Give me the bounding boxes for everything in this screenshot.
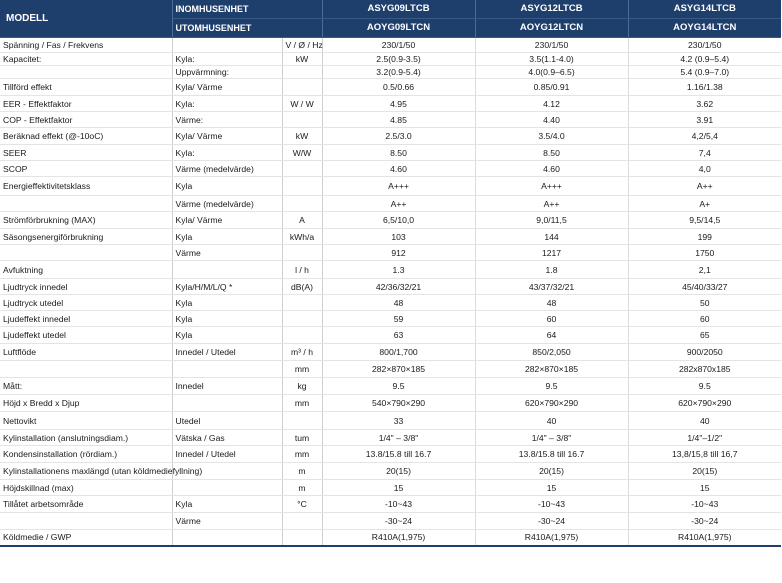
cell-value-model-2: 48 (475, 295, 628, 311)
cell-value-model-1: 230/1/50 (322, 38, 475, 53)
row-label: EER - Effektfaktor (0, 96, 172, 112)
row-unit: m (282, 463, 322, 480)
cell-value-model-1: 15 (322, 480, 475, 496)
row-sublabel (172, 530, 282, 546)
spec-row (0, 79, 781, 96)
row-sublabel: Uppvärmning: (172, 66, 282, 79)
cell-value-model-3: A+ (628, 196, 781, 212)
cell-value-model-3: 4,2/5,4 (628, 128, 781, 145)
cell-value-model-3: 15 (628, 480, 781, 496)
cell-value-model-3: -10~43 (628, 496, 781, 513)
row-label: Kylinstallation (anslutningsdiam.) (0, 430, 172, 446)
cell-value-model-1: 800/1,700 (322, 344, 475, 361)
cell-value-model-1: 6,5/10,0 (322, 212, 475, 229)
row-label: SCOP (0, 161, 172, 177)
row-sublabel: Kyla (172, 229, 282, 245)
cell-value-model-3: -30~24 (628, 513, 781, 530)
spec-row (0, 344, 781, 361)
row-label: Köldmedie / GWP (0, 530, 172, 546)
spec-row (0, 145, 781, 161)
row-sublabel: Kyla/ Värme (172, 212, 282, 229)
cell-value-model-3: 5.4 (0.9–7.0) (628, 66, 781, 79)
row-label: SEER (0, 145, 172, 161)
row-unit (282, 66, 322, 79)
row-label: Höjdskillnad (max) (0, 480, 172, 496)
cell-value-model-3: 13,8/15,8 till 16,7 (628, 446, 781, 463)
row-unit (282, 196, 322, 212)
spec-row (0, 196, 781, 212)
cell-value-model-3: 2,1 (628, 261, 781, 279)
row-unit: kW (282, 128, 322, 145)
cell-value-model-1: -10~43 (322, 496, 475, 513)
indoor-model-2: ASYG12LTCB (475, 0, 628, 19)
row-label (0, 513, 172, 530)
row-label: Nettovikt (0, 412, 172, 430)
row-label: Säsongsenergiförbrukning (0, 229, 172, 245)
row-unit: A (282, 212, 322, 229)
row-label: Tillförd effekt (0, 79, 172, 96)
row-label: Avfuktning (0, 261, 172, 279)
row-unit: kg (282, 378, 322, 395)
cell-value-model-2: 4.12 (475, 96, 628, 112)
row-sublabel: Innedel (172, 378, 282, 395)
row-sublabel: Värme (172, 513, 282, 530)
row-unit: dB(A) (282, 279, 322, 295)
spec-row (0, 378, 781, 395)
row-label: Ljudtryck utedel (0, 295, 172, 311)
cell-value-model-1: 4.60 (322, 161, 475, 177)
spec-row (0, 161, 781, 177)
cell-value-model-1: 2.5(0.9-3.5) (322, 53, 475, 66)
row-unit: °C (282, 496, 322, 513)
row-label: Mått: (0, 378, 172, 395)
cell-value-model-3: 50 (628, 295, 781, 311)
model-header: MODELL (0, 0, 172, 38)
cell-value-model-2: -10~43 (475, 496, 628, 513)
cell-value-model-1: 63 (322, 327, 475, 344)
cell-value-model-2: 4.60 (475, 161, 628, 177)
cell-value-model-2: 1/4" – 3/8" (475, 430, 628, 446)
table-header (0, 0, 781, 38)
row-sublabel: Värme (172, 245, 282, 261)
row-sublabel: Innedel / Utedel (172, 344, 282, 361)
cell-value-model-2: R410A(1,975) (475, 530, 628, 546)
row-label: Ljudeffekt innedel (0, 311, 172, 327)
cell-value-model-1: 912 (322, 245, 475, 261)
row-sublabel: Kyla: (172, 145, 282, 161)
row-unit (282, 79, 322, 96)
cell-value-model-3: 4.2 (0.9–5.4) (628, 53, 781, 66)
row-sublabel: Kyla (172, 496, 282, 513)
cell-value-model-1: 1.3 (322, 261, 475, 279)
row-unit: kW (282, 53, 322, 66)
row-sublabel (172, 395, 282, 412)
row-sublabel: Kyla/ Värme (172, 79, 282, 96)
cell-value-model-1: A+++ (322, 177, 475, 196)
cell-value-model-1: 4.85 (322, 112, 475, 128)
row-label: Energieffektivitetsklass (0, 177, 172, 196)
cell-value-model-3: 199 (628, 229, 781, 245)
row-sublabel (172, 480, 282, 496)
spec-row (0, 327, 781, 344)
cell-value-model-3: 60 (628, 311, 781, 327)
spec-row (0, 446, 781, 463)
cell-value-model-2: 20(15) (475, 463, 628, 480)
row-unit (282, 412, 322, 430)
row-label: COP - Effektfaktor (0, 112, 172, 128)
spec-row (0, 245, 781, 261)
cell-value-model-3: 4,0 (628, 161, 781, 177)
cell-value-model-1: 20(15) (322, 463, 475, 480)
row-unit (282, 513, 322, 530)
outdoor-unit-header: UTOMHUSENHET (172, 19, 322, 38)
cell-value-model-1: 1/4" – 3/8" (322, 430, 475, 446)
cell-value-model-2: A++ (475, 196, 628, 212)
row-unit (282, 161, 322, 177)
cell-value-model-1: 33 (322, 412, 475, 430)
spec-row (0, 311, 781, 327)
row-label: Höjd x Bredd x Djup (0, 395, 172, 412)
spec-row (0, 38, 781, 53)
cell-value-model-3: R410A(1,975) (628, 530, 781, 546)
row-sublabel (172, 261, 282, 279)
cell-value-model-2: -30~24 (475, 513, 628, 530)
cell-value-model-2: 9.5 (475, 378, 628, 395)
row-unit (282, 311, 322, 327)
cell-value-model-3: 9.5 (628, 378, 781, 395)
row-label (0, 196, 172, 212)
row-unit: W/W (282, 145, 322, 161)
cell-value-model-1: 4.95 (322, 96, 475, 112)
row-label: Strömförbrukning (MAX) (0, 212, 172, 229)
outdoor-model-2: AOYG12LTCN (475, 19, 628, 38)
cell-value-model-3: 3.91 (628, 112, 781, 128)
cell-value-model-3: 20(15) (628, 463, 781, 480)
cell-value-model-1: 3.2(0.9-5.4) (322, 66, 475, 79)
spec-row (0, 66, 781, 79)
cell-value-model-2: 230/1/50 (475, 38, 628, 53)
cell-value-model-3: 282x870x185 (628, 361, 781, 378)
cell-value-model-2: 60 (475, 311, 628, 327)
row-unit (282, 177, 322, 196)
cell-value-model-3: 900/2050 (628, 344, 781, 361)
row-sublabel: Vätska / Gas (172, 430, 282, 446)
cell-value-model-2: 4.40 (475, 112, 628, 128)
spec-row (0, 177, 781, 196)
spec-row (0, 412, 781, 430)
spec-row (0, 513, 781, 530)
row-label (0, 245, 172, 261)
row-sublabel: Kyla (172, 311, 282, 327)
cell-value-model-2: 3.5(1.1-4.0) (475, 53, 628, 66)
cell-value-model-2: 282×870×185 (475, 361, 628, 378)
cell-value-model-2: 0.85/0.91 (475, 79, 628, 96)
spec-row (0, 128, 781, 145)
cell-value-model-3: 7,4 (628, 145, 781, 161)
cell-value-model-2: 1.8 (475, 261, 628, 279)
cell-value-model-1: 8.50 (322, 145, 475, 161)
spec-row (0, 212, 781, 229)
row-sublabel (172, 38, 282, 53)
row-unit (282, 112, 322, 128)
spec-row (0, 261, 781, 279)
cell-value-model-2: 620×790×290 (475, 395, 628, 412)
row-unit (282, 327, 322, 344)
row-unit: V / Ø / Hz (282, 38, 322, 53)
row-sublabel: Kyla: (172, 53, 282, 66)
cell-value-model-1: 48 (322, 295, 475, 311)
cell-value-model-1: -30~24 (322, 513, 475, 530)
spec-row (0, 112, 781, 128)
outdoor-model-3: AOYG14LTCN (628, 19, 781, 38)
spec-row (0, 430, 781, 446)
cell-value-model-2: 64 (475, 327, 628, 344)
cell-value-model-1: 2.5/3.0 (322, 128, 475, 145)
row-label: Kylinstallationens maxlängd (utan köldmediefyllning) (0, 463, 172, 480)
cell-value-model-1: 13.8/15.8 till 16.7 (322, 446, 475, 463)
row-label: Kondensinstallation (rördiam.) (0, 446, 172, 463)
cell-value-model-2: 4.0(0.9–6.5) (475, 66, 628, 79)
cell-value-model-3: 45/40/33/27 (628, 279, 781, 295)
row-unit: tum (282, 430, 322, 446)
row-label (0, 361, 172, 378)
cell-value-model-1: 59 (322, 311, 475, 327)
cell-value-model-3: 620×790×290 (628, 395, 781, 412)
row-sublabel: Värme (medelvärde) (172, 161, 282, 177)
row-sublabel: Innedel / Utedel (172, 446, 282, 463)
row-label: Kapacitet: (0, 53, 172, 66)
row-label (0, 66, 172, 79)
indoor-model-1: ASYG09LTCB (322, 0, 475, 19)
cell-value-model-3: 1/4"–1/2" (628, 430, 781, 446)
spec-row (0, 53, 781, 66)
cell-value-model-2: 9,0/11,5 (475, 212, 628, 229)
cell-value-model-2: A+++ (475, 177, 628, 196)
cell-value-model-3: 40 (628, 412, 781, 430)
row-sublabel (172, 361, 282, 378)
row-unit: W / W (282, 96, 322, 112)
cell-value-model-2: 15 (475, 480, 628, 496)
cell-value-model-2: 1217 (475, 245, 628, 261)
row-unit (282, 530, 322, 546)
row-label: Luftflöde (0, 344, 172, 361)
row-label: Spänning / Fas / Frekvens (0, 38, 172, 53)
cell-value-model-3: A++ (628, 177, 781, 196)
cell-value-model-2: 43/37/32/21 (475, 279, 628, 295)
cell-value-model-2: 8.50 (475, 145, 628, 161)
cell-value-model-3: 1750 (628, 245, 781, 261)
cell-value-model-1: 540×790×290 (322, 395, 475, 412)
row-unit: kWh/a (282, 229, 322, 245)
cell-value-model-3: 1.16/1.38 (628, 79, 781, 96)
row-unit: mm (282, 361, 322, 378)
spec-row (0, 395, 781, 412)
spec-row (0, 530, 781, 546)
row-sublabel: Värme: (172, 112, 282, 128)
cell-value-model-3: 3.62 (628, 96, 781, 112)
spec-row (0, 96, 781, 112)
header-row-indoor (0, 0, 781, 19)
row-label: Ljudtryck innedel (0, 279, 172, 295)
cell-value-model-2: 40 (475, 412, 628, 430)
cell-value-model-1: A++ (322, 196, 475, 212)
row-unit (282, 245, 322, 261)
row-sublabel: Kyla/ Värme (172, 128, 282, 145)
row-unit: l / h (282, 261, 322, 279)
cell-value-model-2: 3.5/4.0 (475, 128, 628, 145)
cell-value-model-2: 144 (475, 229, 628, 245)
cell-value-model-1: 9.5 (322, 378, 475, 395)
cell-value-model-3: 65 (628, 327, 781, 344)
row-sublabel: Kyla (172, 327, 282, 344)
spec-row (0, 361, 781, 378)
row-sublabel: Kyla (172, 295, 282, 311)
cell-value-model-1: 42/36/32/21 (322, 279, 475, 295)
row-sublabel: Kyla (172, 177, 282, 196)
cell-value-model-3: 230/1/50 (628, 38, 781, 53)
cell-value-model-1: 0.5/0.66 (322, 79, 475, 96)
spec-row (0, 463, 781, 480)
row-sublabel: Kyla/H/M/L/Q * (172, 279, 282, 295)
table-body (0, 38, 781, 546)
cell-value-model-1: 282×870×185 (322, 361, 475, 378)
row-unit (282, 295, 322, 311)
indoor-model-3: ASYG14LTCB (628, 0, 781, 19)
spec-row (0, 496, 781, 513)
row-unit: mm (282, 395, 322, 412)
row-unit: m (282, 480, 322, 496)
spec-row (0, 279, 781, 295)
cell-value-model-1: R410A(1,975) (322, 530, 475, 546)
row-label: Tillåtet arbetsområde (0, 496, 172, 513)
spec-row (0, 295, 781, 311)
spec-row (0, 229, 781, 245)
row-unit: m³ / h (282, 344, 322, 361)
cell-value-model-3: 9,5/14,5 (628, 212, 781, 229)
row-unit: mm (282, 446, 322, 463)
spec-row (0, 480, 781, 496)
row-sublabel: Kyla: (172, 96, 282, 112)
cell-value-model-2: 13.8/15.8 till 16.7 (475, 446, 628, 463)
cell-value-model-1: 103 (322, 229, 475, 245)
row-label: Beräknad effekt (@-10oC) (0, 128, 172, 145)
row-sublabel: Värme (medelvärde) (172, 196, 282, 212)
outdoor-model-1: AOYG09LTCN (322, 19, 475, 38)
row-label: Ljudeffekt utedel (0, 327, 172, 344)
row-sublabel: Utedel (172, 412, 282, 430)
cell-value-model-2: 850/2,050 (475, 344, 628, 361)
indoor-unit-header: INOMHUSENHET (172, 0, 322, 19)
